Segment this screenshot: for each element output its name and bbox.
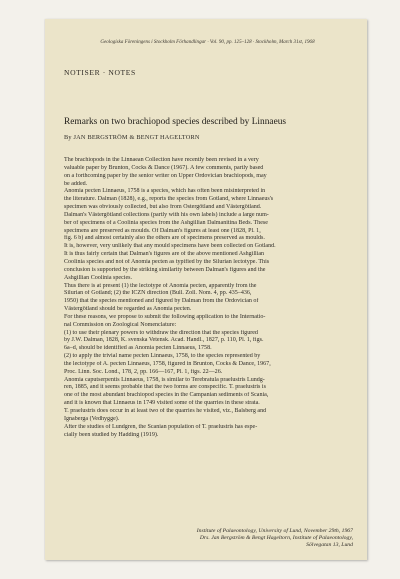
body-line: specimens are preserved as moulds. Of Dalman's figures at least one (1828, Pl. 1, [64,227,261,234]
body-line: the literature. Dalman (1828), e.g., reports the species from Gotland, where Linnaeus's [64,196,274,203]
body-line: conclusion is supported by the striking similarity between Dalman's figures and the [64,266,266,273]
body-line: Coolinia species and not of Anomia pecten as typified by the Silurian lectotype. This [64,258,270,265]
body-line: For these reasons, we propose to submit the following application to the Internatio- [64,313,266,320]
body-line: Proc. Linn. Soc. Lond., 178, 2, pp. 166—167, Pl. 1, figs. 22—26. [64,368,223,375]
section-label: NOTISER · NOTES [64,68,136,77]
body-line: be added. [64,180,88,187]
affiliation-line: Institute of Palaeontology, University of Lund, November 29th, 1967 [196,528,353,534]
affiliation-line: Sölvegatan 13, Lund [306,542,353,548]
body-line: specimen was obviously collected, but also from Östergötland and Västergötland. [64,204,262,211]
body-line: on a forthcoming paper by the senior writer on Upper Ordovician brachiopods, may [64,172,267,179]
article-title: Remarks on two brachiopod species described by Linnaeus [64,117,287,127]
body-line: the lectotype of A. pecten Linnaeus, 1758, figured in Brunton, Cocks & Dance, 1967, [64,360,271,367]
body-line: Anomia caputserpentis Linnaeus, 1758, is similar to Terebratula praelustris Lundg- [64,376,265,383]
body-line: fig. 6 b) and almost certainly also the others are of specimens preserved as moulds. [64,235,265,242]
body-line: It is, however, very unlikely that any mould specimens have been collected on Gotland. [64,243,276,250]
body-line: Anomia pecten Linnaeus, 1758 is a species, which has often been misinterpreted in [64,188,266,195]
body-line: (2) to apply the trivial name pecten Linnaeus, 1758, to the species represented by [64,353,261,360]
body-line: Ashgillian Coolinia species. [64,274,133,281]
body-line: The brachiopods in the Linnaean Collection have recently been revised in a very [64,157,259,163]
body-line: Ignaberga (Vedhygge). [64,415,120,422]
journal-header: Geologiska Föreningens i Stockholm Förhandlingar · Vol. 90, pp. 125–128 · Stockholm, March 31st, 1968 [100,40,315,45]
body-line: and it is known that Linnaeus in 1749 visited some of the quarries in these strata. [64,400,260,407]
body-line: nal Commission on Zoological Nomenclature: [64,321,177,328]
body-line: ber of specimens of a Coolinia species from the Ashgillian Dalmanitina Beds. These [64,219,268,226]
affiliation-line: Drs. Jan Bergström & Bengt Hageltorn, Institute of Palaeontology, [199,535,353,541]
body-line: cially been studied by Hadding (1919). [64,431,159,438]
body-line: T. praelustris does occur in at least two of the quarries he visited, viz., Balsberg and [64,408,267,414]
body-line: by J.W. Dalman, 1828, K. svenska Vetensk. Acad. Handl., 1827, p. 110, Pl. 1, figs. [64,337,264,344]
body-line: It is thus fairly certain that Dalman's figures are of the above mentioned Ashgillian [64,251,265,258]
body-line: Thus there is at present (1) the lectotype of Anomia pecten, apparently from the [64,282,257,289]
body-line: (1) to use their plenary powers to withdraw the direction that the species figured [64,329,258,336]
body-line: Västergötland should be regarded as Anomia pecten. [64,306,192,313]
document-page [45,19,367,560]
article-body [64,157,351,439]
body-line: Silurian of Gotland; (2) the ICZN direction (Bull. Zoll. Nom. 4, pp. 435–436, [64,290,252,297]
body-line: After the studies of Lundgren, the Scanian population of T. praelustris has espe- [64,423,258,430]
body-line: one of the most abundant brachiopod species in the Campanian sediments of Scania, [64,392,269,399]
body-line: valuable paper by Brunton, Cocks & Dance (1967). A few comments, partly based [64,164,264,171]
body-line: 1950) that the species mentioned and figured by Dalman from the Ordovician of [64,298,259,305]
body-line: ren, 1885, and it seems probable that the two forms are conspecific. T. praelustris is [64,384,266,391]
author-affiliation [157,528,353,549]
body-line: 6a–d, should be identified as Anomia pecten Linnaeus, 1758. [64,345,212,352]
body-line: Dalman's Västergötland collections (partly with his own labels) include a large num- [64,211,269,218]
article-authors: By JAN BERGSTRÖM & BENGT HAGELTORN [64,134,200,141]
